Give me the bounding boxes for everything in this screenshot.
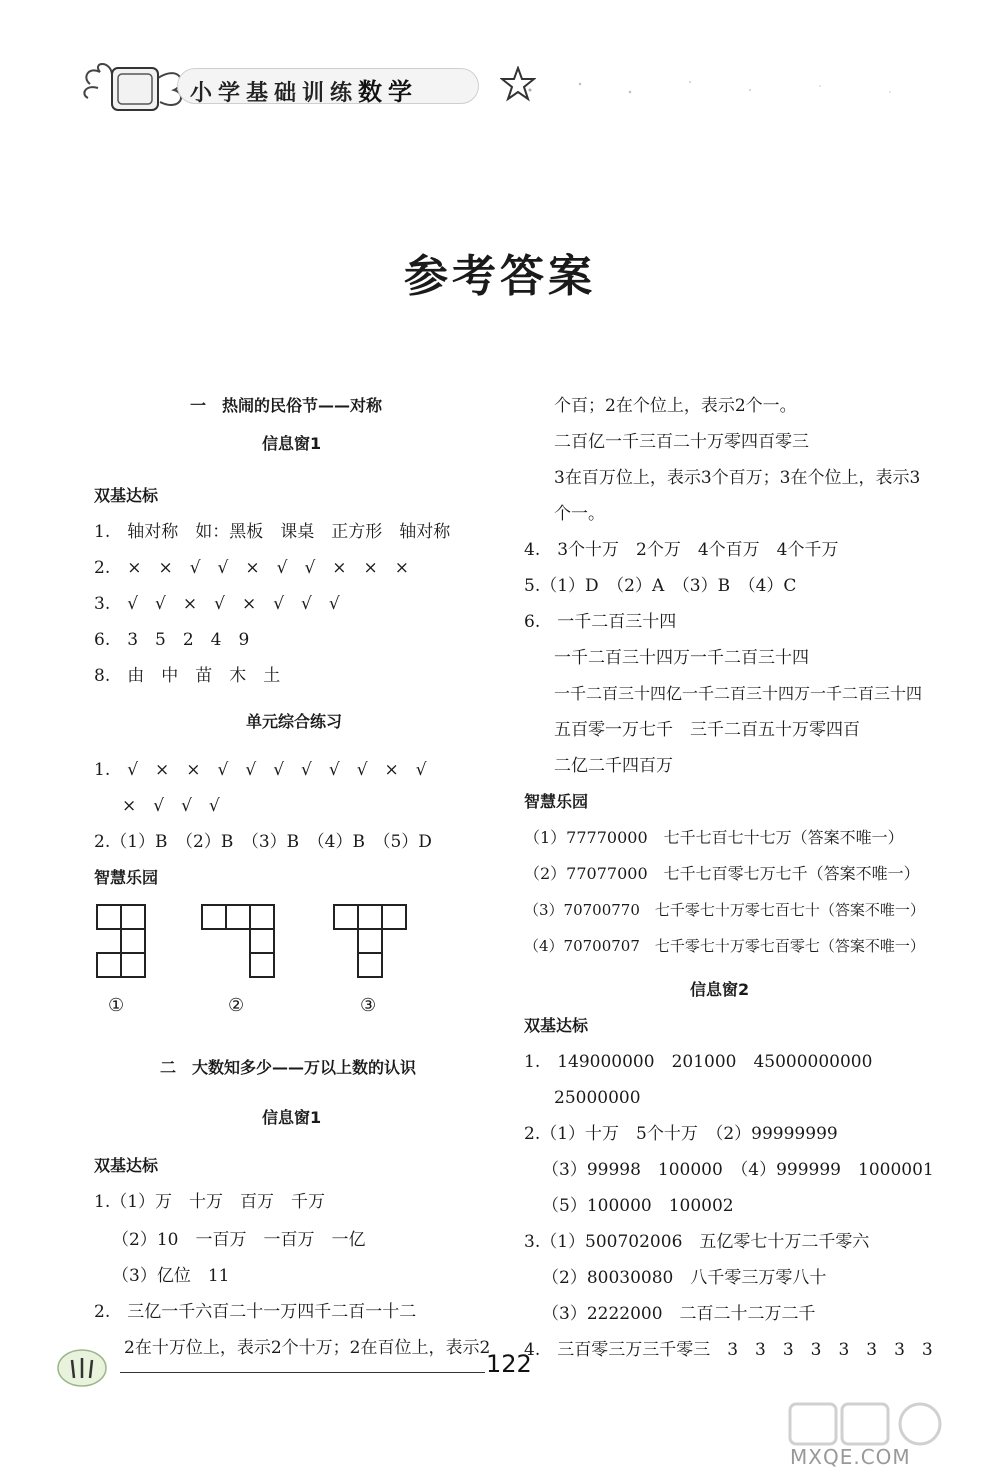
answer-line: 2. 三亿一千六百二十一万四千二百一十二 xyxy=(94,1302,417,1322)
winged-book-icon xyxy=(82,54,192,124)
watermark-text: MXQE.COM xyxy=(790,1445,911,1469)
subsection-heading: 智慧乐园 xyxy=(94,868,159,887)
page-title: 参考答案 xyxy=(404,251,596,302)
answer-line: × √ √ √ xyxy=(122,796,220,816)
answer-line: 4. 三百零三万三千零三 3 3 3 3 3 3 3 3 xyxy=(524,1340,933,1360)
answer-line: 8. 由 中 苗 木 土 xyxy=(94,666,281,686)
subsection-heading: 双基达标 xyxy=(94,1156,159,1175)
answer-line: （2）80030080 八千零三万零八十 xyxy=(542,1268,827,1288)
answer-line: 个百；2在个位上，表示2个一。 xyxy=(554,396,797,416)
footer-rule xyxy=(120,1372,485,1373)
answer-line: 6. 3 5 2 4 9 xyxy=(94,630,250,650)
answer-line: 3. √ √ × √ × √ √ √ xyxy=(94,594,340,614)
answer-line: 2.（1）十万 5个十万 （2）99999999 xyxy=(524,1124,838,1144)
subsection-heading: 智慧乐园 xyxy=(524,792,589,811)
answer-line: 2.（1）B （2）B （3）B （4）B （5）D xyxy=(94,832,432,852)
chapter-heading: 一 热闹的民俗节——对称 xyxy=(190,396,383,415)
subsection-heading: 双基达标 xyxy=(524,1016,589,1035)
subsection-heading: 双基达标 xyxy=(94,486,159,505)
footer-decoration-icon xyxy=(54,1340,124,1390)
answer-line: （5）100000 100002 xyxy=(542,1196,734,1216)
answer-line: 1. √ × × √ √ √ √ √ √ × √ xyxy=(94,760,427,780)
answer-line: 二亿二千四百万 xyxy=(554,756,673,776)
answer-line: 一千二百三十四亿一千二百三十四万一千二百三十四 xyxy=(554,684,923,703)
figure-label: ③ xyxy=(360,995,377,1016)
answer-line: 五百零一万七千 三千二百五十万零四百 xyxy=(554,720,860,740)
answer-line: （1）77770000 七千七百七十七万（答案不唯一） xyxy=(524,828,904,847)
answer-line: （4）70700707 七千零七十万零七百零七（答案不唯一） xyxy=(524,937,925,955)
sparkle-decoration xyxy=(520,70,960,110)
answer-line: （3）99998 100000 （4）999999 1000001 xyxy=(542,1160,934,1180)
answer-line: 二百亿一千三百二十万零四百零三 xyxy=(554,432,809,452)
figure-label: ① xyxy=(108,995,125,1016)
section-heading: 信息窗1 xyxy=(262,1108,322,1127)
answer-line: （2）77077000 七千七百零七万七千（答案不唯一） xyxy=(524,864,920,883)
answer-line: 4. 3个十万 2个万 4个百万 4个千万 xyxy=(524,540,839,560)
answer-line: 个一。 xyxy=(554,504,605,524)
answer-line: （3）70700770 七千零七十万零七百七十（答案不唯一） xyxy=(524,901,925,919)
answer-line: 3.（1）500702006 五亿零七十万二千零六 xyxy=(524,1232,870,1252)
answer-line: 1. 149000000 201000 45000000000 xyxy=(524,1052,873,1072)
section-heading: 信息窗1 xyxy=(262,434,322,453)
answer-line: 3在百万位上，表示3个百万；3在个位上，表示3 xyxy=(554,468,921,488)
section-heading: 单元综合练习 xyxy=(246,712,343,731)
answer-line: 2. × × √ √ × √ √ × × × xyxy=(94,558,410,578)
answer-line: 1.（1）万 十万 百万 千万 xyxy=(94,1192,326,1212)
page-number: 122 xyxy=(486,1350,532,1378)
answer-line: 2在十万位上，表示2个十万；2在百位上，表示2 xyxy=(124,1338,491,1358)
figure-label: ② xyxy=(228,995,245,1016)
answer-line: （2）10 一百万 一百万 一亿 xyxy=(112,1230,366,1250)
answer-line: （3）2222000 二百二十二万二千 xyxy=(542,1304,816,1324)
section-heading: 信息窗2 xyxy=(690,980,750,999)
answer-line: （3）亿位 11 xyxy=(112,1266,230,1286)
page-header xyxy=(82,48,552,128)
answer-line: 5.（1）D （2）A （3）B （4）C xyxy=(524,576,797,596)
answer-line: 25000000 xyxy=(554,1088,641,1108)
answer-line: 一千二百三十四万一千二百三十四 xyxy=(554,648,809,668)
answer-line: 6. 一千二百三十四 xyxy=(524,612,677,632)
series-title: 小学基础训练数学 xyxy=(190,78,419,106)
chapter-heading: 二 大数知多少——万以上数的认识 xyxy=(160,1058,417,1077)
answer-line: 1. 轴对称 如：黑板 课桌 正方形 轴对称 xyxy=(94,522,451,542)
